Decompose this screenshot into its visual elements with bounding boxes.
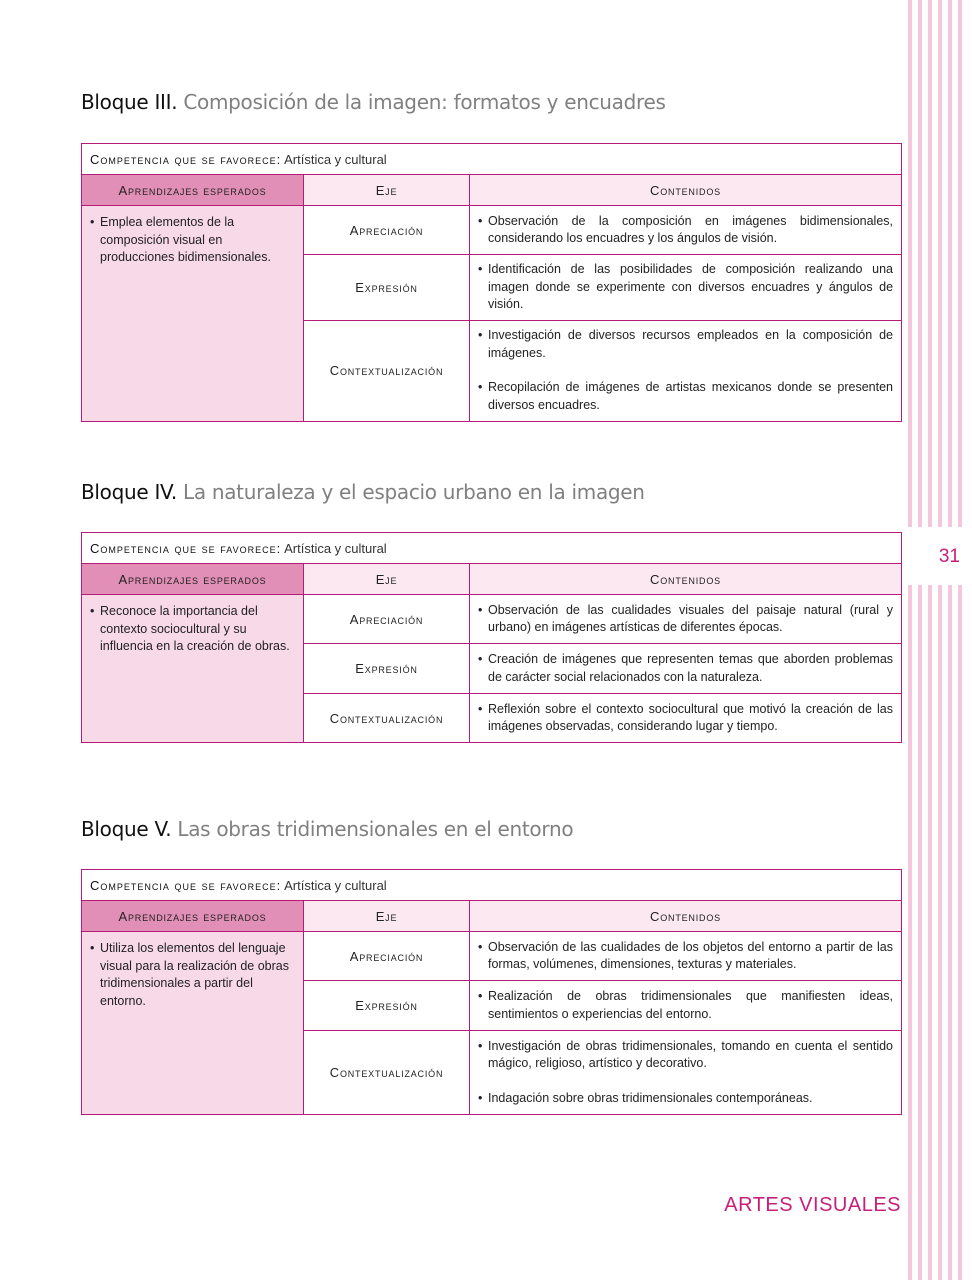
block-table — [81, 143, 902, 422]
block-title — [81, 90, 666, 114]
competencia-label: Competencia que se favorece: — [90, 540, 282, 556]
stripe — [928, 0, 932, 1280]
eje-cell: Expresión — [304, 255, 470, 321]
contenido-text: Observación de las cualidades de los objetos del entorno a partir de las formas, volúmenes, dimensiones, texturas y materiales. — [488, 939, 894, 971]
header-aprendizajes: Aprendizajes esperados — [82, 175, 304, 206]
block-table — [81, 532, 902, 743]
competencia-row — [82, 144, 902, 175]
eje-cell: Apreciación — [304, 595, 470, 644]
stripe — [908, 0, 912, 1280]
header-eje: Eje — [304, 564, 470, 595]
block-title — [81, 480, 645, 504]
contenido-text: Realización de obras tridimensionales que manifiesten ideas, sentimientos o experiencias del entorno. — [488, 989, 894, 1021]
aprendizaje-cell — [82, 595, 304, 743]
list-item: • Creación de imágenes que representen temas que aborden problemas de carácter social relacionados con la naturaleza. — [478, 651, 893, 686]
eje-cell: Contextualización — [304, 1031, 470, 1115]
contenido-text: Investigación de obras tridimensionales, tomando en cuenta el sentido mágico, religioso, artístico y decorativo. — [488, 1038, 894, 1071]
contenido-text: Investigación de diversos recursos empleados en la composición de imágenes. — [488, 328, 894, 360]
competencia-row — [82, 533, 902, 564]
list-item: • Identificación de las posibilidades de composición realizando una imagen donde se experimente con diversos encuadres y ángulos de visión. — [478, 261, 893, 314]
aprendizaje-text: Emplea elementos de la composición visual en producciones bidimensionales. — [100, 215, 271, 264]
competencia-label: Competencia que se favorece: — [90, 151, 282, 167]
eje-cell: Contextualización — [304, 694, 470, 743]
block-number: Bloque IV. — [81, 480, 177, 504]
list-item: • Observación de las cualidades de los objetos del entorno a partir de las formas, volúmenes, dimensiones, texturas y materiales. — [478, 939, 893, 974]
stripe — [938, 0, 942, 1280]
block-table — [81, 869, 902, 1115]
block-name: La naturaleza y el espacio urbano en la imagen — [182, 480, 645, 504]
list-item: • Emplea elementos de la composición visual en producciones bidimensionales. — [90, 214, 295, 267]
header-aprendizajes: Aprendizajes esperados — [82, 564, 304, 595]
block-number: Bloque V. — [81, 817, 172, 841]
aprendizaje-text: Reconoce la importancia del contexto sociocultural y su influencia en la creación de obras. — [100, 604, 290, 653]
list-item: • Utiliza los elementos del lenguaje visual para la realización de obras tridimensionales a partir del entorno. — [90, 940, 295, 1010]
contenido-cell — [470, 1031, 902, 1115]
contenido-text: Recopilación de imágenes de artistas mexicanos donde se presenten diversos encuadres. — [488, 380, 894, 412]
contenido-text: Reflexión sobre el contexto sociocultural que motivó la creación de las imágenes observadas, considerando lugar y tiempo. — [488, 701, 894, 733]
contenido-cell — [470, 320, 902, 421]
contenido-text: Indagación sobre obras tridimensionales contemporáneas. — [488, 1090, 813, 1105]
stripe — [918, 0, 922, 1280]
header-contenidos: Contenidos — [470, 901, 902, 932]
list-item: • Realización de obras tridimensionales que manifiesten ideas, sentimientos o experiencias del entorno. — [478, 988, 893, 1023]
contenido-cell — [470, 694, 902, 743]
contenido-text: Observación de las cualidades visuales del paisaje natural (rural y urbano) en imágenes artísticas de diferentes épocas. — [488, 602, 894, 634]
footer-subject: ARTES VISUALES — [724, 1194, 901, 1216]
contenido-cell — [470, 644, 902, 694]
eje-cell: Expresión — [304, 981, 470, 1031]
aprendizaje-cell — [82, 206, 304, 422]
aprendizaje-cell — [82, 932, 304, 1115]
eje-cell: Contextualización — [304, 320, 470, 421]
block-name: Composición de la imagen: formatos y encuadres — [183, 90, 666, 114]
list-item: • Reflexión sobre el contexto sociocultural que motivó la creación de las imágenes observadas, considerando lugar y tiempo. — [478, 701, 893, 736]
contenido-cell — [470, 981, 902, 1031]
list-item: • Reconoce la importancia del contexto sociocultural y su influencia en la creación de obras. — [90, 603, 295, 656]
eje-cell: Apreciación — [304, 206, 470, 255]
list-item: • Investigación de obras tridimensionales, tomando en cuenta el sentido mágico, religioso, artístico y decorativo. — [478, 1038, 893, 1073]
list-item: • Indagación sobre obras tridimensionales contemporáneas. — [478, 1090, 893, 1108]
competencia-value: Artística y cultural — [284, 540, 387, 556]
eje-cell: Expresión — [304, 644, 470, 694]
contenido-cell — [470, 932, 902, 981]
list-item: • Observación de la composición en imágenes bidimensionales, considerando los encuadres y los ángulos de visión. — [478, 213, 893, 248]
competencia-row — [82, 870, 902, 901]
stripe — [958, 0, 962, 1280]
block-number: Bloque III. — [81, 90, 178, 114]
page-number: 31 — [938, 546, 960, 567]
competencia-value: Artística y cultural — [284, 877, 387, 893]
stripe — [948, 0, 952, 1280]
contenido-cell — [470, 255, 902, 321]
eje-cell: Apreciación — [304, 932, 470, 981]
side-stripes — [908, 0, 972, 1280]
contenido-text: Observación de la composición en imágenes bidimensionales, considerando los encuadres y los ángulos de visión. — [488, 213, 894, 245]
header-eje: Eje — [304, 901, 470, 932]
contenido-text: Creación de imágenes que representen temas que aborden problemas de carácter social relacionados con la naturaleza. — [488, 652, 894, 684]
contenido-cell — [470, 595, 902, 644]
aprendizaje-text: Utiliza los elementos del lenguaje visual para la realización de obras tridimensionales a partir del entorno. — [100, 941, 289, 1008]
competencia-label: Competencia que se favorece: — [90, 877, 282, 893]
block-title — [81, 817, 573, 841]
header-contenidos: Contenidos — [470, 175, 902, 206]
list-item: • Recopilación de imágenes de artistas mexicanos donde se presenten diversos encuadres. — [478, 379, 893, 414]
list-item: • Observación de las cualidades visuales del paisaje natural (rural y urbano) en imágenes artísticas de diferentes épocas. — [478, 602, 893, 637]
block-name: Las obras tridimensionales en el entorno — [177, 817, 574, 841]
contenido-text: Identificación de las posibilidades de composición realizando una imagen donde se experimente con diversos encuadres y ángulos de visión. — [488, 262, 894, 311]
list-item: • Investigación de diversos recursos empleados en la composición de imágenes. — [478, 327, 893, 362]
competencia-value: Artística y cultural — [284, 151, 387, 167]
header-eje: Eje — [304, 175, 470, 206]
header-contenidos: Contenidos — [470, 564, 902, 595]
contenido-cell — [470, 206, 902, 255]
header-aprendizajes: Aprendizajes esperados — [82, 901, 304, 932]
